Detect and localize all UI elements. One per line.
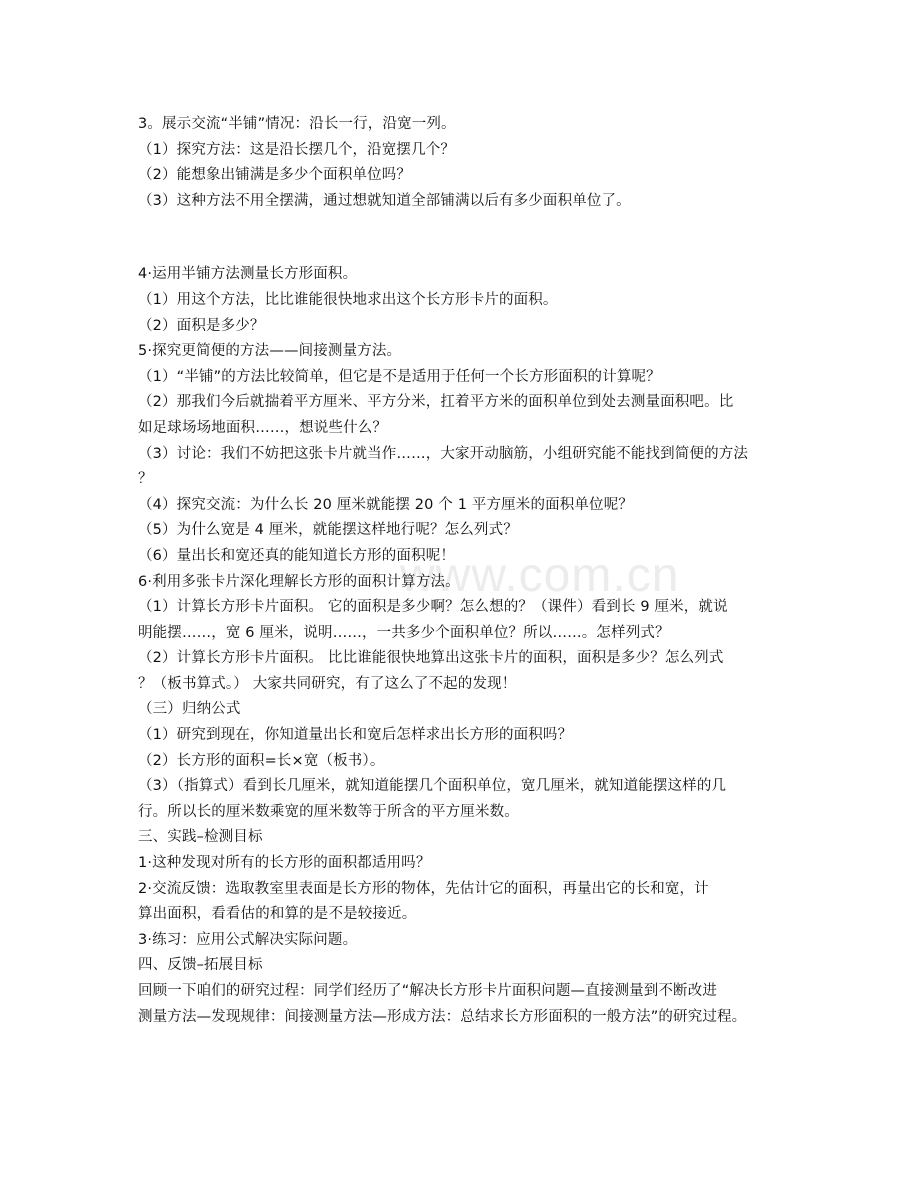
text-line: （6）量出长和宽还真的能知道长方形的面积呢！: [138, 547, 456, 564]
text-line: 四、反馈–拓展目标: [138, 957, 263, 974]
text-line: （2）长方形的面积=长×宽（板书）。: [138, 752, 385, 769]
paragraph-block-2: [138, 262, 788, 1030]
watermark-text: www.com.cn: [400, 549, 680, 602]
text-line: ？（板书算式。） 大家共同研究，有了这么了不起的发现！: [138, 675, 517, 692]
text-line: （三）归纳公式: [138, 701, 241, 718]
text-line: 三、实践–检测目标: [138, 829, 263, 846]
text-line: （2）那我们今后就揣着平方厘米、平方分米，扛着平方米的面积单位到处去测量面积吧。比: [138, 394, 734, 411]
paragraph-gap: [138, 214, 788, 262]
text-line: （5）为什么宽是 4 厘米，就能摆这样地行呢？怎么列式？: [138, 522, 518, 539]
text-line: ？: [138, 471, 153, 488]
text-line: 6·利用多张卡片深化理解长方形的面积计算方法。: [138, 573, 460, 590]
text-line: （1）探究方法：这是沿长摆几个，沿宽摆几个？: [138, 141, 456, 158]
text-line: （2）计算长方形卡片面积。 比比谁能很快地算出这张卡片的面积，面积是多少？怎么列式: [138, 650, 724, 667]
text-line: 1·这种发现对所有的长方形的面积都适用吗？: [138, 855, 431, 872]
text-line: （1）研究到现在，你知道量出长和宽后怎样求出长方形的面积吗？: [138, 727, 573, 744]
text-line: 算出面积，看看估的和算的是不是较接近。: [138, 906, 417, 923]
text-line: （3）（指算式）看到长几厘米，就知道能摆几个面积单位，宽几厘米，就知道能摆这样的几: [138, 778, 727, 795]
text-line: 回顾一下咱们的研究过程：同学们经历了“解决长方形卡片面积问题—直接测量到不断改进: [138, 983, 718, 999]
text-line: 3。展示交流“半铺”情况：沿长一行，沿宽一列。: [138, 116, 456, 132]
text-line: （1）用这个方法，比比谁能很快地求出这个长方形卡片的面积。: [138, 291, 558, 308]
text-line: （4）探究交流：为什么长 20 厘米就能摆 20 个 1 平方厘米的面积单位呢？: [138, 496, 634, 513]
text-line: （2）能想象出铺满是多少个面积单位吗？: [138, 167, 412, 184]
text-line: 行。所以长的厘米数乘宽的厘米数等于所含的平方厘米数。: [138, 803, 519, 820]
text-line: （1）计算长方形卡片面积。 它的面积是多少啊？怎么想的？（课件）看到长 9 厘米，就说: [138, 599, 728, 616]
text-line: （1）“半铺”的方法比较简单，但它是不是适用于任何一个长方形面积的计算呢？: [138, 368, 661, 385]
text-line: （3）这种方法不用全摆满，通过想就知道全部铺满以后有多少面积单位了。: [138, 192, 631, 209]
document-body: [138, 112, 788, 1030]
text-line: （2）面积是多少？: [138, 317, 265, 334]
text-line: 3·练习：应用公式解决实际问题。: [138, 931, 358, 948]
text-line: 2·交流反馈：选取教室里表面是长方形的物体，先估计它的面积，再量出它的长和宽，计: [138, 880, 709, 897]
text-line: 测量方法—发现规律：间接测量方法—形成方法：总结求长方形面积的一般方法”的研究过程。: [138, 1008, 747, 1025]
paragraph-block-1: [138, 112, 788, 214]
text-line: 明能摆……，宽 6 厘米，说明……，一共多少个面积单位？所以……。怎样列式？: [138, 624, 670, 641]
text-line: 5·探究更简便的方法——间接测量方法。: [138, 343, 402, 360]
text-line: 4·运用半铺方法测量长方形面积。: [138, 266, 358, 283]
text-line: 如足球场场地面积……，想说些什么？: [138, 419, 388, 436]
text-line: （3）讨论：我们不妨把这张卡片就当作……，大家开动脑筋，小组研究能不能找到简便的方法: [138, 445, 749, 462]
